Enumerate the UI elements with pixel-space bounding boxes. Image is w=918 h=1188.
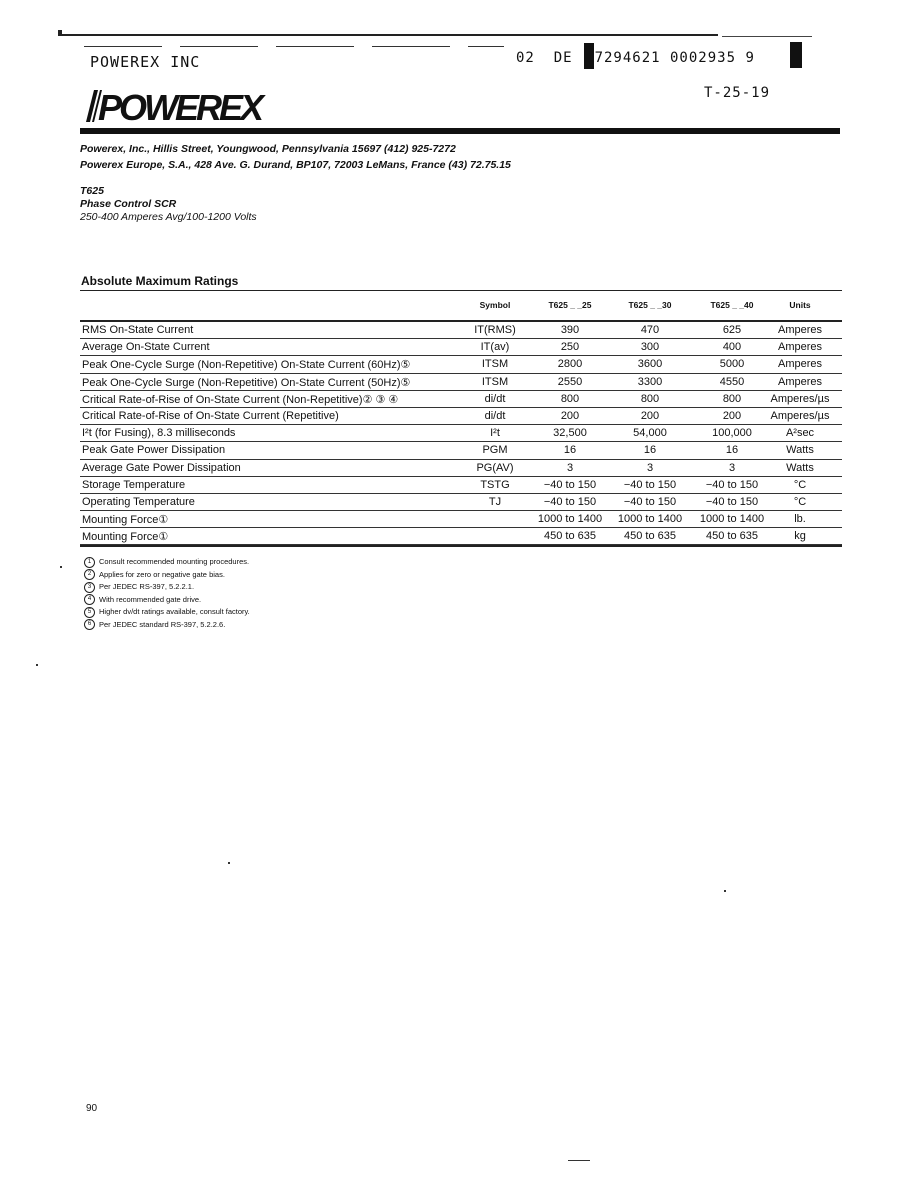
cell-unit: kg bbox=[794, 530, 806, 543]
cell-parameter: Peak Gate Power Dissipation bbox=[82, 444, 226, 457]
cell-value-25: 3 bbox=[566, 461, 574, 474]
cell-value-30: −40 to 150 bbox=[623, 495, 677, 508]
cell-parameter: Storage Temperature bbox=[82, 478, 186, 491]
header-units: Units bbox=[789, 300, 811, 310]
cell-value-40: 4550 bbox=[719, 375, 745, 388]
table-header bbox=[80, 296, 842, 322]
cell-value-30: 200 bbox=[640, 409, 660, 422]
cell-unit: Amperes bbox=[777, 375, 823, 388]
cell-unit: Amperes/µs bbox=[770, 409, 830, 422]
cell-parameter: Peak One-Cycle Surge (Non-Repetitive) On-State Current (50Hz)⑤ bbox=[82, 376, 411, 389]
table-row bbox=[80, 356, 842, 373]
top-rule-short bbox=[722, 36, 812, 37]
cell-unit: Watts bbox=[786, 444, 814, 457]
table-row bbox=[80, 477, 842, 494]
ratings-table bbox=[80, 296, 842, 547]
cell-value-30: 16 bbox=[643, 444, 657, 457]
cell-value-30: 3600 bbox=[637, 358, 663, 371]
product-range: 250-400 Amperes Avg/100-1200 Volts bbox=[80, 211, 257, 223]
bottom-dash bbox=[568, 1160, 590, 1161]
footnote-text: With recommended gate drive. bbox=[99, 594, 202, 604]
date-code: T-25-19 bbox=[704, 85, 771, 101]
cell-parameter: Operating Temperature bbox=[82, 495, 195, 508]
cell-unit: Amperes bbox=[777, 324, 823, 336]
cell-parameter: Average Gate Power Dissipation bbox=[82, 461, 241, 474]
footnote bbox=[84, 581, 250, 594]
product-type: Phase Control SCR bbox=[80, 198, 177, 210]
doc-code-right: 7294621 0002935 9 bbox=[594, 50, 755, 66]
cell-symbol: IT(av) bbox=[480, 341, 510, 354]
cell-value-30: −40 to 150 bbox=[623, 478, 677, 491]
cell-parameter: Critical Rate-of-Rise of On-State Current (Non-Repetitive)② ③ ④ bbox=[82, 393, 399, 406]
cell-value-40: 3 bbox=[728, 461, 736, 474]
scan-speck bbox=[724, 890, 726, 892]
footnote-mark: 1 bbox=[84, 557, 95, 568]
cell-value-25: −40 to 150 bbox=[543, 478, 597, 491]
code-bar bbox=[584, 43, 594, 69]
section-title: Absolute Maximum Ratings bbox=[81, 274, 239, 288]
cell-parameter: RMS On-State Current bbox=[82, 324, 194, 336]
cell-symbol: IT(RMS) bbox=[474, 324, 516, 336]
cell-value-30: 800 bbox=[640, 392, 660, 405]
table-row bbox=[80, 494, 842, 511]
cell-parameter: Critical Rate-of-Rise of On-State Current (Repetitive) bbox=[82, 409, 339, 422]
cell-value-30: 300 bbox=[640, 341, 660, 354]
cell-value-25: 1000 to 1400 bbox=[537, 513, 603, 526]
table-row bbox=[80, 460, 842, 477]
table-row bbox=[80, 425, 842, 442]
cell-value-25: −40 to 150 bbox=[543, 495, 597, 508]
doc-code-left: 02 DE bbox=[516, 50, 573, 66]
cell-value-25: 32,500 bbox=[553, 427, 587, 440]
cell-symbol: TSTG bbox=[480, 478, 510, 491]
table-row bbox=[80, 339, 842, 356]
cell-value-25: 16 bbox=[563, 444, 577, 457]
cell-value-30: 450 to 635 bbox=[624, 530, 676, 543]
cell-value-30: 3 bbox=[646, 461, 654, 474]
product-model: T625 bbox=[80, 185, 104, 197]
footnote-text: Per JEDEC standard RS-397, 5.2.2.6. bbox=[99, 619, 226, 629]
cell-parameter: Average On-State Current bbox=[82, 341, 210, 354]
end-bar bbox=[790, 42, 802, 68]
cell-value-40: 800 bbox=[722, 392, 742, 405]
header-col1: T625 _ _25 bbox=[548, 300, 592, 310]
cell-value-40: 100,000 bbox=[712, 427, 752, 440]
cell-value-25: 250 bbox=[560, 341, 580, 354]
table-row bbox=[80, 322, 842, 339]
cell-value-40: 200 bbox=[722, 409, 742, 422]
cell-parameter: Peak One-Cycle Surge (Non-Repetitive) On-State Current (60Hz)⑤ bbox=[82, 359, 411, 372]
cell-value-30: 54,000 bbox=[633, 427, 667, 440]
cell-symbol: di/dt bbox=[484, 392, 506, 405]
cell-value-40: 1000 to 1400 bbox=[699, 513, 765, 526]
table-row bbox=[80, 391, 842, 408]
logo-graphic bbox=[80, 86, 286, 124]
cell-unit: A²sec bbox=[785, 427, 815, 440]
document-code bbox=[516, 50, 755, 66]
header-thick-rule bbox=[80, 128, 840, 134]
cell-parameter: I²t (for Fusing), 8.3 milliseconds bbox=[82, 427, 236, 440]
cell-unit: lb. bbox=[794, 513, 806, 526]
footnote bbox=[84, 606, 250, 619]
cell-symbol: ITSM bbox=[481, 375, 509, 388]
cell-symbol: PGM bbox=[482, 444, 508, 457]
cell-value-40: −40 to 150 bbox=[705, 495, 759, 508]
table-bottom-rule bbox=[80, 545, 842, 547]
footnote-mark: 5 bbox=[84, 607, 95, 618]
footnote-mark: 6 bbox=[84, 619, 95, 630]
address-us: Powerex, Inc., Hillis Street, Youngwood, Pennsylvania 15697 (412) 925-7272 bbox=[80, 143, 456, 155]
address-europe: Powerex Europe, S.A., 428 Ave. G. Durand, BP107, 72003 LeMans, France (43) 72.75.15 bbox=[80, 159, 511, 171]
cell-value-25: 800 bbox=[560, 392, 580, 405]
cell-value-40: −40 to 150 bbox=[705, 478, 759, 491]
footnote bbox=[84, 594, 250, 607]
cell-value-25: 200 bbox=[560, 409, 580, 422]
top-rule bbox=[58, 34, 718, 36]
footnote-text: Applies for zero or negative gate bias. bbox=[99, 569, 225, 579]
cell-unit: Watts bbox=[786, 461, 814, 474]
cell-unit: Amperes bbox=[777, 341, 823, 354]
header-symbol: Symbol bbox=[479, 300, 511, 310]
header-underline bbox=[84, 46, 504, 47]
cell-value-30: 1000 to 1400 bbox=[617, 513, 683, 526]
table-row bbox=[80, 408, 842, 425]
cell-value-40: 400 bbox=[722, 341, 742, 354]
cell-unit: Amperes bbox=[777, 358, 823, 371]
header-col3: T625 _ _40 bbox=[710, 300, 754, 310]
footnote bbox=[84, 556, 250, 569]
footnote-text: Consult recommended mounting procedures. bbox=[99, 557, 250, 566]
cell-unit: °C bbox=[793, 495, 807, 508]
cell-value-40: 625 bbox=[722, 324, 742, 336]
cell-symbol: di/dt bbox=[484, 409, 506, 422]
cell-symbol: PG(AV) bbox=[476, 461, 514, 474]
cell-value-40: 5000 bbox=[719, 358, 745, 371]
company-stamp: POWEREX INC bbox=[90, 53, 201, 71]
footnote bbox=[84, 569, 250, 582]
header-col2: T625 _ _30 bbox=[628, 300, 672, 310]
footnote-mark: 4 bbox=[84, 594, 95, 605]
cell-unit: Amperes/µs bbox=[770, 392, 830, 405]
scan-speck bbox=[228, 862, 230, 864]
footnote-text: Higher dv/dt ratings available, consult factory. bbox=[99, 607, 250, 617]
table-row bbox=[80, 374, 842, 391]
cell-symbol: ITSM bbox=[481, 358, 509, 371]
scan-speck bbox=[60, 566, 62, 568]
scan-speck bbox=[36, 664, 38, 666]
cell-value-25: 390 bbox=[560, 324, 580, 336]
cell-value-25: 450 to 635 bbox=[544, 530, 596, 543]
cell-symbol: I²t bbox=[490, 427, 500, 440]
cell-value-30: 470 bbox=[640, 324, 660, 336]
table-row bbox=[80, 528, 842, 545]
cell-value-25: 2550 bbox=[557, 375, 583, 388]
table-row bbox=[80, 442, 842, 459]
page-number: 90 bbox=[86, 1103, 98, 1114]
cell-parameter: Mounting Force① bbox=[82, 531, 169, 544]
cell-value-30: 3300 bbox=[637, 375, 663, 388]
footnote bbox=[84, 619, 250, 632]
cell-value-40: 16 bbox=[725, 444, 739, 457]
footnote-mark: 2 bbox=[84, 569, 95, 580]
cell-value-40: 450 to 635 bbox=[706, 530, 758, 543]
table-row bbox=[80, 511, 842, 528]
table-body bbox=[80, 322, 842, 545]
cell-unit: °C bbox=[793, 478, 807, 491]
powerex-logo bbox=[80, 86, 286, 129]
section-rule bbox=[80, 290, 842, 291]
footnotes bbox=[84, 556, 250, 632]
footnote-mark: 3 bbox=[84, 582, 95, 593]
cell-value-25: 2800 bbox=[557, 358, 583, 371]
cell-parameter: Mounting Force① bbox=[82, 514, 169, 527]
footnote-text: Per JEDEC RS-397, 5.2.2.1. bbox=[99, 582, 195, 592]
cell-symbol: TJ bbox=[488, 495, 502, 508]
logo-text: POWEREX bbox=[98, 87, 262, 124]
